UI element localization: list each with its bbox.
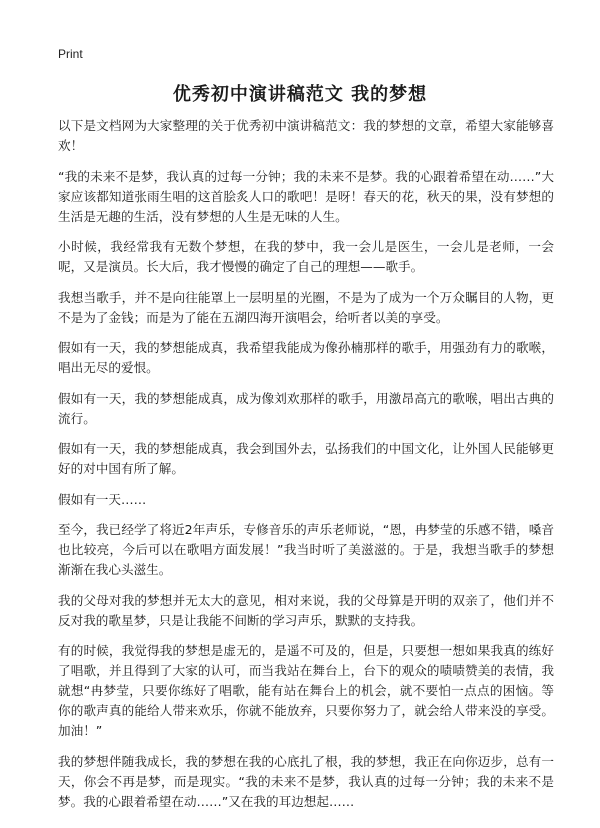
paragraph: 我想当歌手，并不是向往能罩上一层明星的光圈，不是为了成为一个万众瞩目的人物，更不是为了金钱；而是为了能在五湖四海开演唱会，给听者以美的享受。	[58, 289, 554, 325]
paragraph: 假如有一天……	[58, 491, 147, 507]
article-body	[58, 116, 554, 822]
print-link[interactable]: Print	[58, 47, 83, 61]
page-title: 优秀初中演讲稿范文 我的梦想	[172, 84, 428, 105]
paragraph: 小时候，我经常我有无数个梦想，在我的梦中，我一会儿是医生，一会儿是老师，一会呢，又是演员。长大后，我才慢慢的确定了自己的理想——歌手。	[58, 239, 554, 274]
paragraph: 假如有一天，我的梦想能成真，我希望我能成为像孙楠那样的歌手，用强劲有力的歌喉，唱出无尽的爱恨。	[58, 340, 554, 375]
paragraph: “我的未来不是梦，我认真的过每一分钟；我的未来不是梦。我的心跟着希望在动……”大家应该都知道张雨生唱的这首脍炙人口的歌吧！是呀！春天的花，秋天的果，没有梦想的生活是无趣的生活，没有梦想的人生是无味的人生。	[58, 168, 554, 224]
paragraph: 有的时候，我觉得我的梦想是虚无的，是遥不可及的，但是，只要想一想如果我真的练好了唱歌，并且得到了大家的认可，而当我站在舞台上，台下的观众的啧啧赞美的表情，我就想“冉梦莹，只要你练好了唱歌，能有站在舞台上的机会，就不要怕一点点的困恼。等你的歌声真的能给人带来欢乐，你就不能放弃，只要你努力了，就会给人带来没的享受。加油！”	[58, 643, 554, 738]
paragraph: 我的梦想伴随我成长，我的梦想在我的心底扎了根，我的梦想，我正在向你迈步，总有一天，你会不再是梦，而是现实。“我的未来不是梦，我认真的过每一分钟；我的未来不是梦。我的心跟着希望在动……”又在我的耳边想起……	[58, 753, 554, 809]
paragraph: 我的父母对我的梦想并无太大的意见，相对来说，我的父母算是开明的双亲了，他们并不反对我的歌星梦，只是让我能不间断的学习声乐，默默的支持我。	[58, 592, 554, 628]
paragraph: 至今，我已经学了将近2年声乐，专修音乐的声乐老师说，“恩，冉梦莹的乐感不错，嗓音也比较亮，今后可以在歌唱方面发展！”我当时听了美滋滋的。于是，我想当歌手的梦想渐渐在我心头滋生。	[58, 522, 554, 577]
paragraph: 以下是文档网为大家整理的关于优秀初中演讲稿范文：我的梦想的文章，希望大家能够喜欢！	[58, 118, 554, 153]
paragraph: 假如有一天，我的梦想能成真，成为像刘欢那样的歌手，用激昂高亢的歌喉，唱出古典的流行。	[58, 390, 554, 426]
paragraph: 假如有一天，我的梦想能成真，我会到国外去，弘扬我们的中国文化，让外国人民能够更好的对中国有所了解。	[58, 441, 554, 476]
